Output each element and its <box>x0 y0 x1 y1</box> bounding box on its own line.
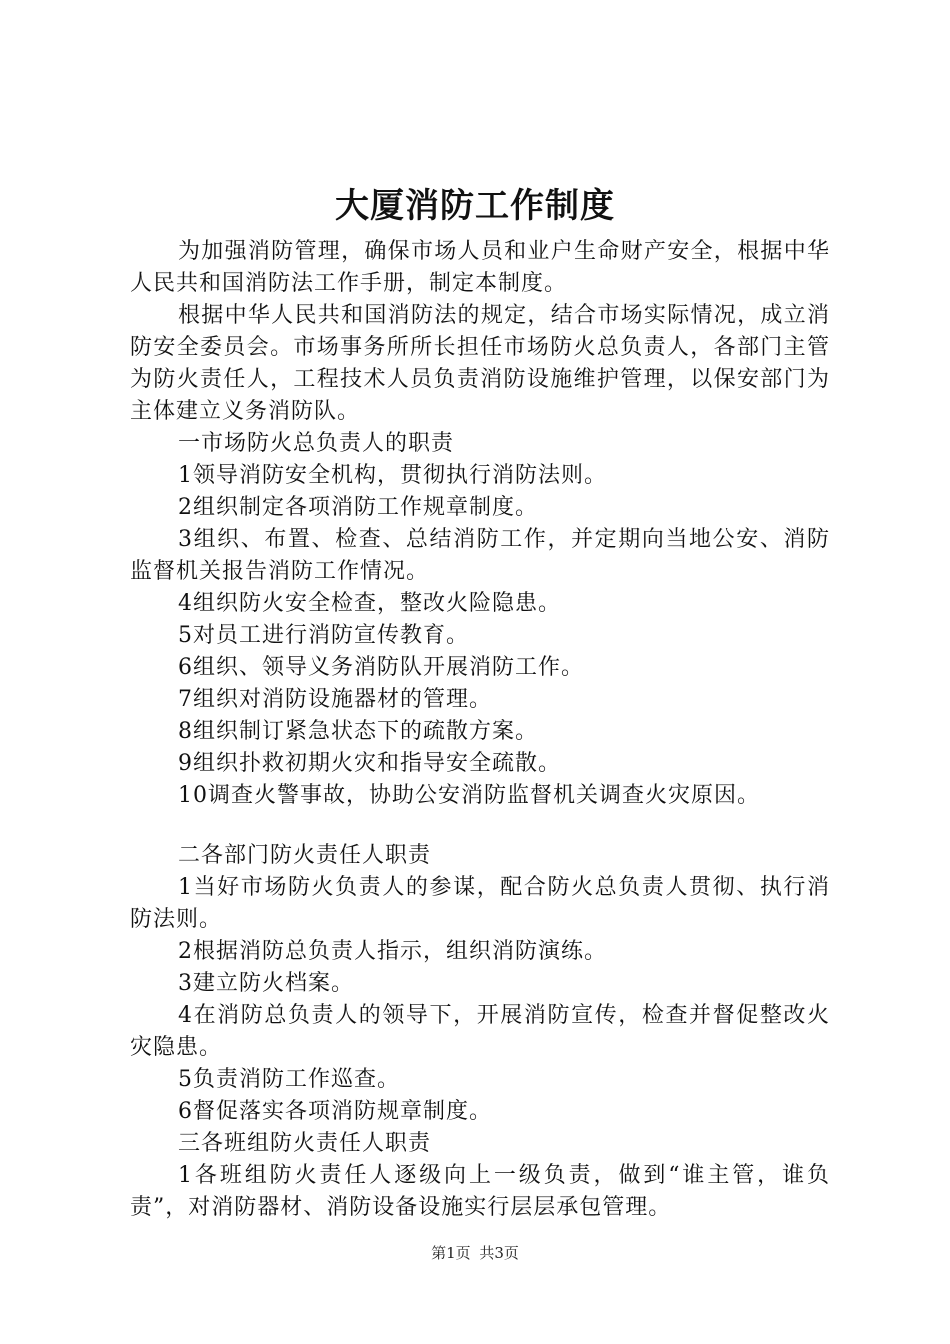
section-heading-2: 二各部门防火责任人职责 <box>178 843 432 868</box>
list-item: 4在消防总负责人的领导下，开展消防宣传，检查并督促整改火灾隐患。 <box>130 1003 830 1060</box>
list-item: 6督促落实各项消防规章制度。 <box>178 1099 492 1124</box>
section-heading-3: 三各班组防火责任人职责 <box>178 1131 432 1156</box>
list-item: 3组织、布置、检查、总结消防工作，并定期向当地公安、消防监督机关报告消防工作情况。 <box>130 527 830 584</box>
list-item: 6组织、领导义务消防队开展消防工作。 <box>178 655 584 680</box>
list-item: 8组织制订紧急状态下的疏散方案。 <box>178 719 538 744</box>
document-body <box>130 236 830 1224</box>
paragraph-spacer <box>130 812 830 840</box>
paragraph-organization: 根据中华人民共和国消防法的规定，结合市场实际情况，成立消防安全委员会。市场事务所所长担任市场防火总负责人，各部门主管为防火责任人，工程技术人员负责消防设施维护管理，以保安部门为主体建立义务消防队。 <box>130 303 830 424</box>
list-item: 5负责消防工作巡查。 <box>178 1067 400 1092</box>
page-number: 第1页 <box>431 1244 471 1262</box>
list-item: 3建立防火档案。 <box>178 971 354 996</box>
list-item: 1各班组防火责任人逐级向上一级负责，做到“谁主管，谁负责”，对消防器材、消防设备设施实行层层承包管理。 <box>130 1163 830 1220</box>
list-item: 1领导消防安全机构，贯彻执行消防法则。 <box>178 463 607 488</box>
list-item: 2根据消防总负责人指示，组织消防演练。 <box>178 939 607 964</box>
list-item: 5对员工进行消防宣传教育。 <box>178 623 469 648</box>
list-item: 7组织对消防设施器材的管理。 <box>178 687 492 712</box>
list-item: 1当好市场防火负责人的参谋，配合防火总负责人贯彻、执行消防法则。 <box>130 875 830 932</box>
section-heading-1: 一市场防火总负责人的职责 <box>178 431 455 456</box>
list-item: 10调查火警事故，协助公安消防监督机关调查火灾原因。 <box>178 783 760 808</box>
page-total: 共3页 <box>479 1244 519 1262</box>
list-item: 9组织扑救初期火灾和指导安全疏散。 <box>178 751 561 776</box>
paragraph-intro: 为加强消防管理，确保市场人员和业户生命财产安全，根据中华人民共和国消防法工作手册，制定本制度。 <box>130 239 830 296</box>
page-title: 大厦消防工作制度 <box>335 186 615 226</box>
list-item: 4组织防火安全检查，整改火险隐患。 <box>178 591 561 616</box>
list-item: 2组织制定各项消防工作规章制度。 <box>178 495 538 520</box>
page-footer <box>0 1243 950 1263</box>
